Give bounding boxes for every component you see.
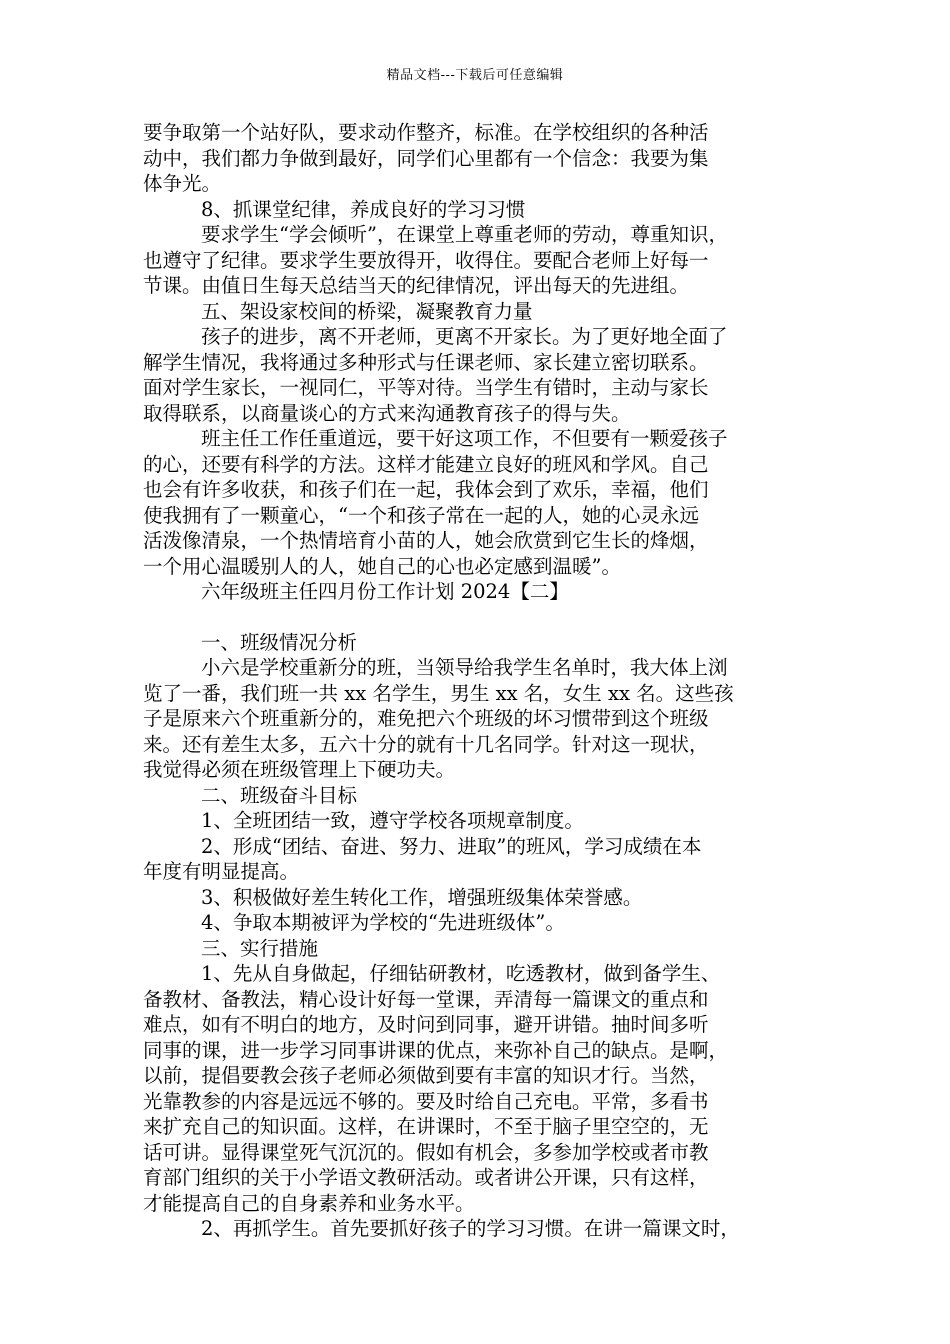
paragraph [143, 936, 823, 962]
text-line: 也遵守了纪律。要求学生要放得开，收得住。要配合老师上好每一 [143, 248, 709, 272]
text-line: 同事的课，进一步学习同事讲课的优点，来弥补自己的缺点。是啊， [143, 1038, 729, 1062]
text-line: 览了一番，我们班一共 xx 名学生，男生 xx 名，女生 xx 名。这些孩 [143, 681, 734, 705]
paragraph [143, 655, 823, 783]
text-line: 的心，还要有科学的方法。这样才能建立良好的班风和学风。自己 [143, 452, 709, 476]
text-line: 子是原来六个班重新分的，难免把六个班级的坏习惯带到这个班级 [143, 707, 709, 730]
paragraph [143, 324, 823, 426]
text-line: 一个用心温暖别人的人，她自己的心也必定感到温暖”。 [143, 554, 621, 578]
text-line: 面对学生家长，一视同仁，平等对待。当学生有错时，主动与家长 [143, 376, 709, 399]
text-line: 小六是学校重新分的班，当领导给我学生名单时，我大体上浏 [201, 656, 728, 679]
paragraph [143, 299, 823, 325]
text-line: 来。还有差生太多，五六十分的就有十几名同学。针对这一现状， [143, 732, 709, 756]
text-line: 也会有许多收获，和孩子们在一起，我体会到了欢乐，幸福，他们 [143, 478, 709, 501]
text-line: 备教材、备教法，精心设计好每一堂课，弄清每一篇课文的重点和 [143, 987, 709, 1011]
document-body [143, 120, 823, 1242]
paragraph [143, 783, 823, 809]
text-line: 解学生情况，我将通过多种形式与任课老师、家长建立密切联系。 [143, 350, 709, 374]
text-line: 4、争取本期被评为学校的“先进班级体”。 [201, 911, 565, 934]
paragraph [143, 834, 823, 885]
text-line: 三、实行措施 [201, 936, 319, 960]
paragraph [143, 961, 823, 1216]
text-line: 来扩充自己的知识面。这样，在讲课时，不至于脑子里空空的，无 [143, 1115, 709, 1138]
paragraph [143, 630, 823, 656]
paragraph [143, 808, 823, 834]
paragraph [143, 885, 823, 911]
text-line: 一、班级情况分析 [201, 630, 358, 654]
text-line: 六年级班主任四月份工作计划 2024【二】 [201, 580, 569, 603]
text-line: 要争取第一个站好队，要求动作整齐，标准。在学校组织的各种活 [143, 121, 709, 144]
text-line: 活泼像清泉，一个热情培育小苗的人，她会欣赏到它生长的烽烟， [143, 529, 709, 552]
text-line: 2、再抓学生。首先要抓好孩子的学习习惯。在讲一篇课文时， [201, 1217, 740, 1240]
text-line: 话可讲。显得课堂死气沉沉的。假如有机会，多参加学校或者市教 [143, 1140, 709, 1164]
blank-line [143, 605, 823, 630]
text-line: 班主任工作任重道远，要干好这项工作，不但要有一颗爱孩子 [201, 427, 728, 450]
text-line: 以前，提倡要教会孩子老师必须做到要有丰富的知识才行。当然， [143, 1064, 709, 1087]
paragraph [143, 120, 823, 197]
text-line: 年度有明显提高。 [143, 860, 300, 883]
page-header: 精品文档---下载后可任意编辑 [386, 68, 564, 83]
paragraph [143, 222, 823, 299]
paragraph [143, 910, 823, 936]
text-line: 体争光。 [143, 172, 222, 195]
text-line: 2、形成“团结、奋进、努力、进取”的班风，学习成绩在本 [201, 834, 702, 858]
paragraph [143, 197, 823, 223]
text-line: 节课。由值日生每天总结当天的纪律情况，评出每天的先进组。 [143, 274, 690, 297]
paragraph [143, 579, 823, 605]
text-line: 8、抓课堂纪律，养成良好的学习习惯 [201, 197, 526, 221]
text-line: 二、班级奋斗目标 [201, 783, 358, 807]
text-line: 难点，如有不明白的地方，及时问到同事，避开讲错。抽时间多听 [143, 1013, 709, 1036]
text-line: 3、积极做好差生转化工作，增强班级集体荣誉感。 [201, 885, 643, 909]
text-line: 要求学生“学会倾听”，在课堂上尊重老师的劳动，尊重知识， [201, 223, 728, 246]
text-line: 才能提高自己的自身素养和业务水平。 [143, 1191, 475, 1215]
text-line: 光靠教参的内容是远远不够的。要及时给自己充电。平常，多看书 [143, 1089, 709, 1113]
text-line: 动中，我们都力争做到最好，同学们心里都有一个信念：我要为集 [143, 146, 709, 170]
text-line: 1、先从自身做起，仔细钻研教材，吃透教材，做到备学生、 [201, 962, 721, 985]
text-line: 育部门组织的关于小学语文教研活动。或者讲公开课，只有这样， [143, 1166, 709, 1189]
text-line: 我觉得必须在班级管理上下硬功夫。 [143, 758, 456, 781]
text-line: 孩子的进步，离不开老师，更离不开家长。为了更好地全面了 [201, 325, 728, 348]
paragraph [143, 1216, 823, 1242]
paragraph [143, 426, 823, 579]
text-line: 五、架设家校间的桥梁，凝聚教育力量 [201, 299, 533, 323]
text-line: 使我拥有了一颗童心，“一个和孩子常在一起的人，她的心灵永远 [143, 503, 699, 527]
text-line: 取得联系，以商量谈心的方式来沟通教育孩子的得与失。 [143, 401, 631, 425]
text-line: 1、全班团结一致，遵守学校各项规章制度。 [201, 809, 584, 832]
